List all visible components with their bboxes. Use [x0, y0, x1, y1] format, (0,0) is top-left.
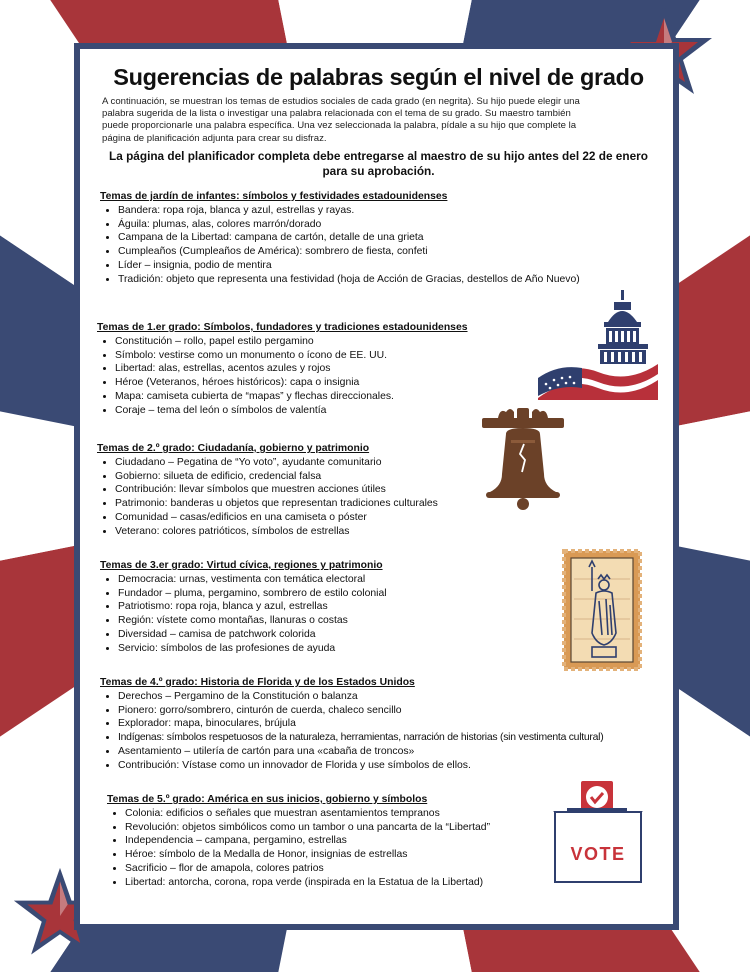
- list-item: • Bandera: ropa roja, blanca y azul, estrellas y rayas.: [118, 204, 600, 218]
- list-item: • Campana de la Libertad: campana de cartón, detalle de una grieta: [118, 231, 600, 245]
- capitol-icon: [538, 288, 658, 400]
- list-item: • Fundador – pluma, pergamino, sombrero de estilo colonial: [118, 587, 520, 601]
- suggestion-list: [97, 335, 517, 417]
- section-grade-1: [97, 321, 517, 417]
- list-item: • Coraje – tema del león o símbolos de valentía: [115, 404, 517, 418]
- list-item: • Libertad: alas, estrellas, acentos azules y rojos: [115, 362, 517, 376]
- deadline-notice: La página del planificador completa debe entregarse al maestro de su hijo antes del 22 de enero para su aprobación.: [109, 148, 648, 178]
- section-grade-4: [100, 676, 678, 772]
- suggestion-list: [100, 690, 678, 772]
- list-item: • Héroe (Veteranos, héroes históricos): capa o insignia: [115, 376, 517, 390]
- liberty-stamp-icon: [562, 549, 642, 671]
- list-item: • Líder – insignia, podio de mentira: [118, 259, 600, 273]
- list-item: • Región: vístete como montañas, llanuras o costas: [118, 614, 520, 628]
- section-heading: Temas de 2.º grado: Ciudadanía, gobierno y patrimonio: [97, 443, 370, 454]
- intro-paragraph: A continuación, se muestran los temas de estudios sociales de cada grado (en negrita). Su hijo puede elegir una palabra sugerida de la lista o investigar una palabra relacionada con el tema de su grado. Su maestro también puede proporcionarle una palabra específica. Una vez seleccionada la palabra, pídale a su hijo que complete la página de planificación adjunta para crear su disfraz.: [102, 96, 580, 144]
- list-item: • Libertad: antorcha, corona, ropa verde (inspirada en la Estatua de la Libertad): [125, 876, 547, 890]
- list-item: • Comunidad – casas/edificios en una camiseta o póster: [115, 511, 517, 525]
- list-item: • Mapa: camiseta cubierta de “mapas” y flechas direccionales.: [115, 390, 517, 404]
- section-heading: Temas de 3.er grado: Virtud cívica, regiones y patrimonio: [100, 560, 383, 571]
- section-grade-2: [97, 442, 517, 538]
- suggestion-list: [107, 807, 547, 889]
- list-item: • Servicio: símbolos de las profesiones de ayuda: [118, 642, 520, 656]
- suggestion-list: [97, 456, 517, 538]
- suggestion-list: [100, 573, 520, 655]
- list-item: • Indígenas: símbolos respetuosos de la naturaleza, herramientas, narración de historias (sin vestimenta cultural): [118, 731, 678, 745]
- list-item: • Pionero: gorro/sombrero, cinturón de cuerda, chaleco sencillo: [118, 704, 678, 718]
- list-item: • Águila: plumas, alas, colores marrón/dorado: [118, 218, 600, 232]
- list-item: • Democracia: urnas, vestimenta con temática electoral: [118, 573, 520, 587]
- list-item: • Explorador: mapa, binoculares, brújula: [118, 717, 678, 731]
- section-heading: Temas de 5.º grado: América en sus inicios, gobierno y símbolos: [107, 794, 428, 805]
- list-item: • Veterano: colores patrióticos, símbolos de estrellas: [115, 525, 517, 539]
- ballot-box-icon: [553, 778, 643, 886]
- list-item: • Tradición: objeto que representa una festividad (hoja de Acción de Gracias, destellos de Año Nuevo): [118, 273, 600, 287]
- list-item: • Revolución: objetos simbólicos como un tambor o una pancarta de la “Libertad”: [125, 821, 547, 835]
- list-item: • Ciudadano – Pegatina de “Yo voto”, ayudante comunitario: [115, 456, 517, 470]
- list-item: • Constitución – rollo, papel estilo pergamino: [115, 335, 517, 349]
- list-item: • Derechos – Pergamino de la Constitución o balanza: [118, 690, 678, 704]
- list-item: • Diversidad – camisa de patchwork colorida: [118, 628, 520, 642]
- list-item: • Gobierno: silueta de edificio, credencial falsa: [115, 470, 517, 484]
- section-heading: Temas de 4.º grado: Historia de Florida y de los Estados Unidos: [100, 677, 415, 688]
- list-item: • Patriotismo: ropa roja, blanca y azul, estrellas: [118, 600, 520, 614]
- section-grade-5: [107, 793, 547, 889]
- list-item: • Patrimonio: banderas u objetos que representan tradiciones culturales: [115, 497, 517, 511]
- list-item: • Contribución: Vístase como un innovador de Florida y use símbolos de ellos.: [118, 759, 678, 773]
- list-item: • Cumpleaños (Cumpleaños de América): sombrero de fiesta, confeti: [118, 245, 600, 259]
- section-kindergarten: [100, 190, 600, 286]
- suggestion-list: [100, 204, 600, 286]
- list-item: • Colonia: edificios o señales que muestran asentamientos tempranos: [125, 807, 547, 821]
- list-item: • Independencia – campana, pergamino, estrellas: [125, 834, 547, 848]
- page-title: Sugerencias de palabras según el nivel de grado: [113, 64, 644, 90]
- section-heading: Temas de 1.er grado: Símbolos, fundadores y tradiciones estadounidenses: [97, 322, 468, 333]
- list-item: • Héroe: símbolo de la Medalla de Honor, insignias de estrellas: [125, 848, 547, 862]
- liberty-bell-icon: [478, 408, 568, 513]
- list-item: • Sacrificio – flor de amapola, colores patrios: [125, 862, 547, 876]
- vote-label: VOTE: [570, 844, 626, 864]
- section-heading: Temas de jardín de infantes: símbolos y festividades estadounidenses: [100, 191, 448, 202]
- list-item: • Símbolo: vestirse como un monumento o ícono de EE. UU.: [115, 349, 517, 363]
- list-item: • Contribución: llevar símbolos que muestren acciones útiles: [115, 483, 517, 497]
- section-grade-3: [100, 559, 520, 655]
- list-item: • Asentamiento – utilería de cartón para una «cabaña de troncos»: [118, 745, 678, 759]
